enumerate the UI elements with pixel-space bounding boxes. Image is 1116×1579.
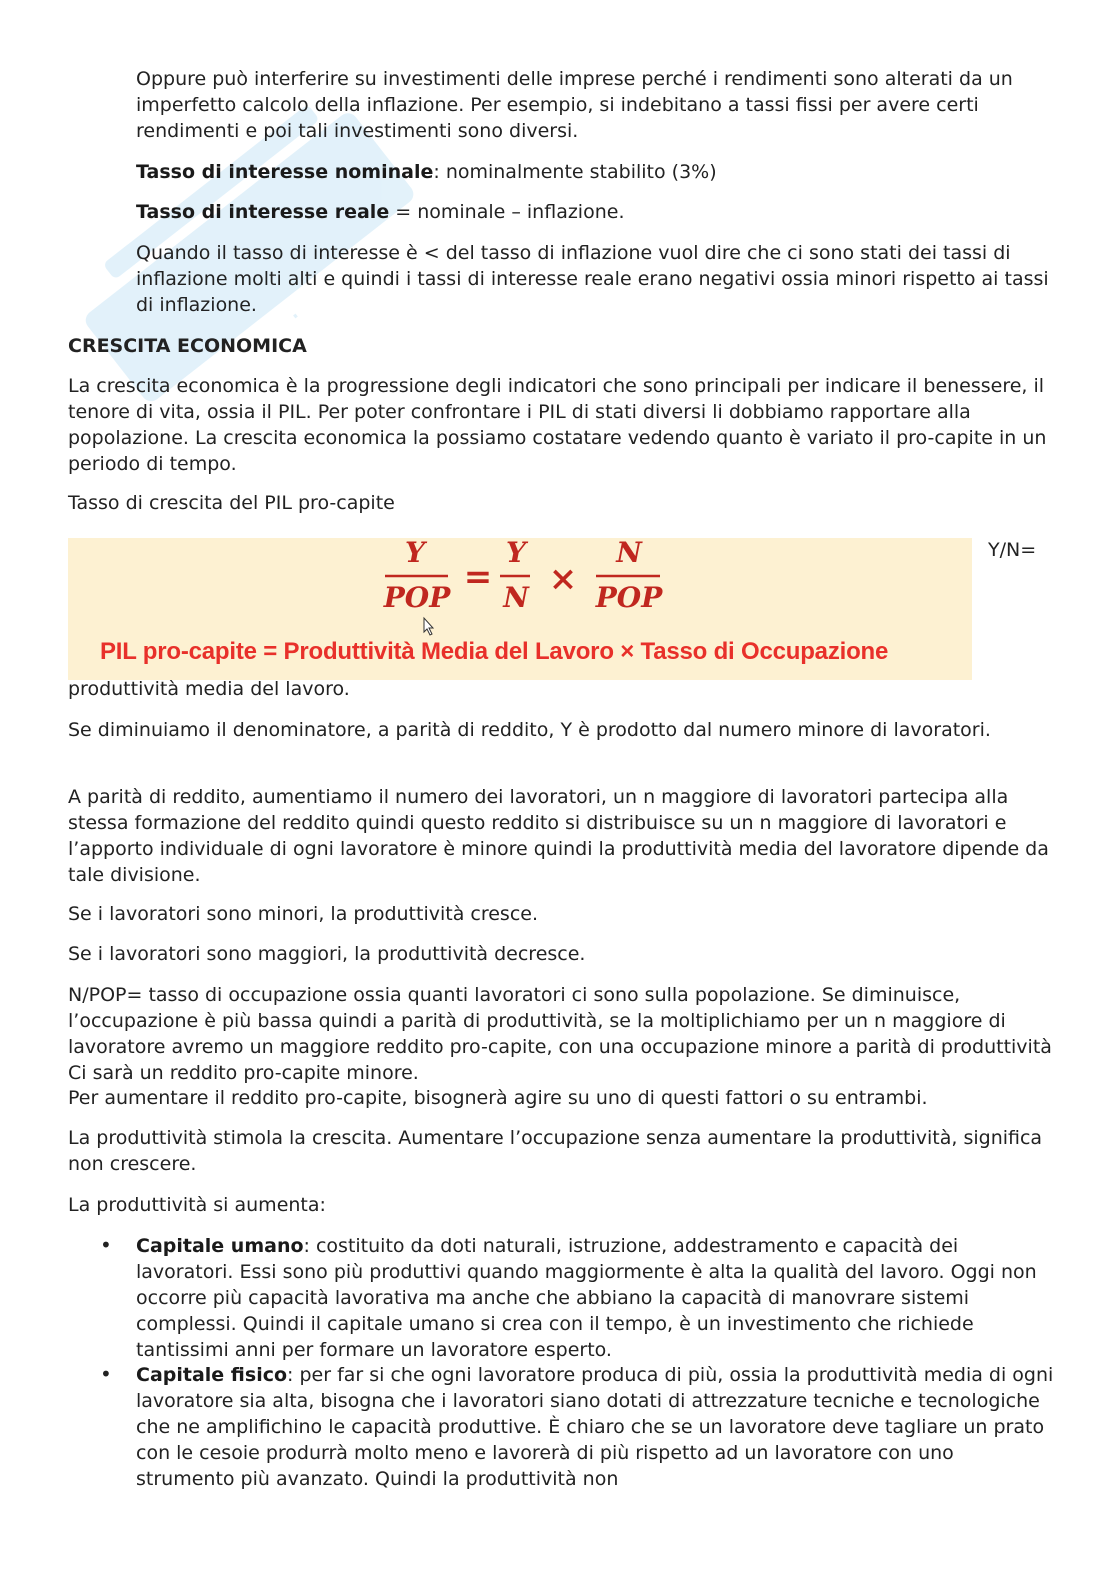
bullet-item-human-capital bbox=[136, 1233, 1056, 1363]
bullet-text-1: : costituito da doti naturali, istruzione, addestramento e capacità dei lavoratori. Essi sono più produttivi quando maggiormente è alta la qualità del lavoro. Oggi non occorre più capacità lavorativa ma anche che abbiano la capacità di manovrare sistemi complessi. Quindi il capitale umano si crea con il tempo, è un investimento che richiede tantissimi anni per formare un lavoratore esperto. bbox=[136, 1235, 1037, 1361]
formula-equals: = bbox=[463, 557, 493, 597]
bullet-text-2: : per far si che ogni lavoratore produca di più, ossia la produttività media di ogni lavoratore sia alta, bisogna che i lavoratori siano dotati di attrezzature tecniche e tecnologiche che ne amplifichino le capacità produttive. È chiaro che se un lavoratore deve tagliare un prato con le cesoie produrrà molto meno e lavorerà di più rispetto ad un lavoratore con uno strumento più avanzato. Quindi la produttività non bbox=[136, 1364, 1054, 1490]
real-rate-term: Tasso di interesse reale bbox=[136, 201, 390, 223]
body-paragraph-6a: N/POP= tasso di occupazione ossia quanti lavoratori ci sono sulla popolazione. Se diminuisce, l’occupazione è più bassa quindi a parità di produttività, se la moltiplichiamo per un n maggiore di lavoratore avremo un maggiore reddito pro-capite, con una occupazione minore a parità di produttività Ci sarà un reddito pro-capite minore. bbox=[68, 984, 1052, 1084]
nominal-rate-text: : nominalmente stabilito (3%) bbox=[433, 161, 717, 183]
nominal-rate-definition bbox=[136, 159, 1056, 185]
section-paragraph-1: La crescita economica è la progressione degli indicatori che sono principali per indicare il benessere, il tenore di vita, ossia il PIL. Per poter confrontare i PIL di stati diversi li dobbiamo rapportare alla popolazione. La crescita economica la possiamo costatare vedendo quanto è variato il pro-capite in un periodo di tempo. bbox=[68, 375, 1047, 475]
bullet-term-2: Capitale fisico bbox=[136, 1364, 288, 1386]
body-paragraph-3: A parità di reddito, aumentiamo il numero dei lavoratori, un n maggiore di lavoratori partecipa alla stessa formazione del reddito quindi questo reddito si distribuisce su un n maggiore di lavoratori e l’apporto individuale di ogni lavoratore è minore quindi la produttività media del lavoratore dipende da tale divisione. bbox=[68, 786, 1049, 886]
bullet-term-1: Capitale umano bbox=[136, 1235, 304, 1257]
bullet-marker-2: • bbox=[100, 1362, 112, 1386]
formula-caption: PIL pro-capite = Produttività Media del Lavoro × Tasso di Occupazione bbox=[100, 638, 889, 665]
intro-paragraph-4: Quando il tasso di interesse è < del tasso di inflazione vuol dire che ci sono stati dei tassi di inflazione molti alti e quindi i tassi di interesse reale erano negativi ossia minori rispetto ai tassi di inflazione. bbox=[136, 242, 1049, 316]
formula-den-1: POP bbox=[383, 581, 451, 614]
body-paragraph-7: La produttività stimola la crescita. Aumentare l’occupazione senza aumentare la produttività, significa non crescere. bbox=[68, 1127, 1043, 1175]
formula-num-3: N bbox=[616, 538, 642, 569]
formula-den-2: N bbox=[503, 581, 529, 614]
formula-num-1: Y bbox=[405, 538, 425, 569]
formula-den-3: POP bbox=[595, 581, 663, 614]
body-paragraph-5: Se i lavoratori sono maggiori, la produttività decresce. bbox=[68, 943, 586, 965]
bullet-marker-1: • bbox=[100, 1233, 112, 1257]
nominal-rate-term: Tasso di interesse nominale bbox=[136, 161, 434, 183]
real-rate-definition bbox=[136, 199, 1056, 225]
formula-side-label: Y/N= bbox=[988, 539, 1037, 561]
body-paragraph-2: Se diminuiamo il denominatore, a parità di reddito, Y è prodotto dal numero minore di lavoratori. bbox=[68, 719, 991, 741]
section-heading: CRESCITA ECONOMICA bbox=[68, 335, 307, 357]
body-paragraph-6b: Per aumentare il reddito pro-capite, bisognerà agire su uno di questi fattori o su entrambi. bbox=[68, 1087, 928, 1109]
formula-image bbox=[68, 538, 972, 680]
section-paragraph-2: Tasso di crescita del PIL pro-capite bbox=[68, 492, 395, 514]
body-paragraph-1: produttività media del lavoro. bbox=[68, 678, 350, 700]
svg-text:·: · bbox=[281, 299, 311, 334]
real-rate-text: = nominale – inflazione. bbox=[389, 201, 625, 223]
bullet-item-physical-capital bbox=[136, 1362, 1056, 1492]
body-paragraph-4: Se i lavoratori sono minori, la produttività cresce. bbox=[68, 903, 538, 925]
mouse-cursor-icon bbox=[424, 618, 433, 635]
body-paragraph-8: La produttività si aumenta: bbox=[68, 1194, 326, 1216]
intro-paragraph-1: Oppure può interferire su investimenti delle imprese perché i rendimenti sono alterati da un imperfetto calcolo della inflazione. Per esempio, si indebitano a tassi fissi per avere certi rendimenti e poi tali investimenti sono diversi. bbox=[136, 68, 1013, 142]
formula-num-2: Y bbox=[506, 538, 526, 569]
formula-times: × bbox=[548, 559, 578, 599]
